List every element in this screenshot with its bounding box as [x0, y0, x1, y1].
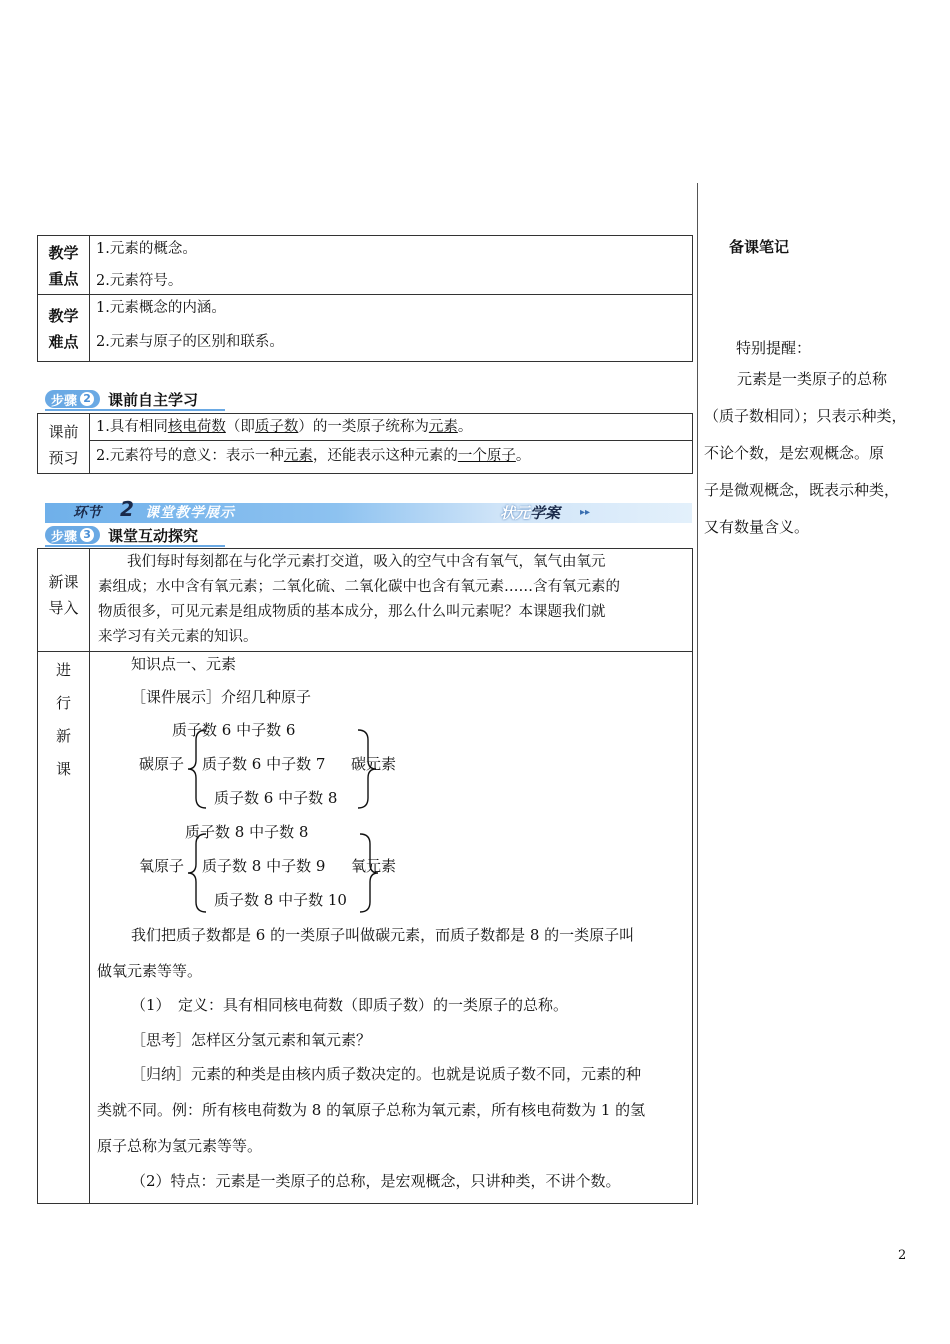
reminder-line: （质子数相同）；只表示种类， [704, 407, 907, 425]
page-number: 2 [898, 1248, 907, 1263]
feature-line: （2）特点：元素是一类原子的总称，是宏观概念，只讲种类，不讲个数。 [131, 1172, 621, 1190]
reminder-title: 特别提醒： [736, 339, 812, 357]
oxygen-row-2: 质子数 8 中子数 9 [202, 857, 326, 875]
key-points-label: 教学 重点 [38, 236, 90, 295]
carbon-atom-label: 碳原子 [139, 755, 185, 773]
right-brace-icon [354, 728, 378, 810]
step-3-pill: 步骤 3 [45, 526, 100, 544]
preview-line-1: 1.具有相同核电荷数（即质子数）的一类原子统称为元素。 [90, 414, 692, 441]
knowledge-point-title: 知识点一、元素 [131, 655, 237, 673]
oxygen-atom-label: 氧原子 [139, 857, 185, 875]
difficulties-label: 教学 难点 [38, 295, 90, 362]
banner-title: 课堂教学展示 [145, 505, 235, 521]
step-3-number: 3 [80, 528, 94, 542]
key-point-1: 1.元素的概念。 [96, 241, 197, 257]
think-line: ［思考］怎样区分氢元素和氧元素？ [131, 1031, 372, 1049]
preview-label: 课前 预习 [38, 414, 90, 474]
conclude-line: 类就不同。例：所有核电荷数为 8 的氧原子总称为氧元素，所有核电荷数为 1 的氢 [97, 1101, 646, 1119]
summary-line: 做氧元素等等。 [97, 962, 203, 980]
step-3-heading [45, 525, 225, 545]
conclude-line: 原子总称为氢元素等等。 [97, 1137, 263, 1155]
oxygen-row-1: 质子数 8 中子数 8 [185, 823, 309, 841]
reminder-line: 子是微观概念，既表示种类， [704, 481, 900, 499]
oxygen-row-3: 质子数 8 中子数 10 [214, 891, 347, 909]
arrow-icon: ▸▸ [580, 507, 591, 518]
objectives-table [37, 235, 693, 362]
difficulty-2: 2.元素与原子的区别和联系。 [96, 334, 284, 350]
right-brace-icon [356, 832, 380, 914]
intro-line: 物质很多，可见元素是组成物质的基本成分，那么什么叫元素呢？本课题我们就 [98, 604, 606, 620]
intro-label: 新课 导入 [38, 549, 90, 652]
section-banner [45, 497, 692, 523]
difficulty-1: 1.元素概念的内涵。 [96, 300, 226, 316]
carbon-row-1: 质子数 6 中子数 6 [172, 721, 296, 739]
summary-line: 我们把质子数都是 6 的一类原子叫做碳元素，而质子数都是 8 的一类原子叫 [131, 926, 635, 944]
intro-line: 我们每时每刻都在与化学元素打交道，吸入的空气中含有氧气，氧气由氧元 [98, 554, 606, 570]
conclude-line: ［归纳］元素的种类是由核内质子数决定的。也就是说质子数不同，元素的种 [131, 1065, 642, 1083]
preview-line-2: 2.元素符号的意义：表示一种元素，还能表示这种元素的一个原子。 [96, 448, 531, 464]
reminder-line: 又有数量含义。 [704, 518, 810, 536]
carbon-row-2: 质子数 6 中子数 7 [202, 755, 326, 773]
preview-cell [90, 414, 693, 474]
notes-title: 备课笔记 [729, 238, 790, 256]
lesson-label: 进 行 新 课 [38, 652, 90, 1204]
key-point-2: 2.元素符号。 [96, 273, 183, 289]
step-2-heading [45, 389, 225, 409]
left-brace-icon [186, 832, 210, 914]
margin-divider [697, 183, 698, 1205]
oxygen-element-label: 氧元素 [351, 857, 397, 875]
difficulties-cell [90, 295, 693, 362]
reminder-line: 不论个数，是宏观概念。原 [704, 444, 885, 462]
carbon-element-label: 碳元素 [351, 755, 397, 773]
intro-line: 来学习有关元素的知识。 [98, 629, 258, 645]
step-2-pill: 步骤 2 [45, 390, 100, 408]
banner-label: 环节 [73, 505, 101, 521]
preview-table [37, 413, 693, 474]
banner-number: 2 [120, 497, 134, 521]
step-3-title: 课堂互动探究 [108, 526, 199, 545]
reminder-line: 元素是一类原子的总称 [737, 370, 888, 388]
carbon-row-3: 质子数 6 中子数 8 [214, 789, 338, 807]
courseware-line: ［课件展示］介绍几种原子 [131, 688, 312, 706]
left-brace-icon [186, 728, 210, 810]
step-2-title: 课前自主学习 [108, 390, 199, 409]
intro-line: 素组成；水中含有氧元素；二氧化硫、二氧化碳中也含有氧元素……含有氧元素的 [98, 579, 620, 595]
key-points-cell [90, 236, 693, 295]
intro-cell [90, 549, 693, 652]
definition-line: （1） 定义：具有相同核电荷数（即质子数）的一类原子的总称。 [131, 996, 569, 1014]
brand-logo: 状元学案 [500, 504, 561, 522]
step-2-number: 2 [80, 392, 94, 406]
